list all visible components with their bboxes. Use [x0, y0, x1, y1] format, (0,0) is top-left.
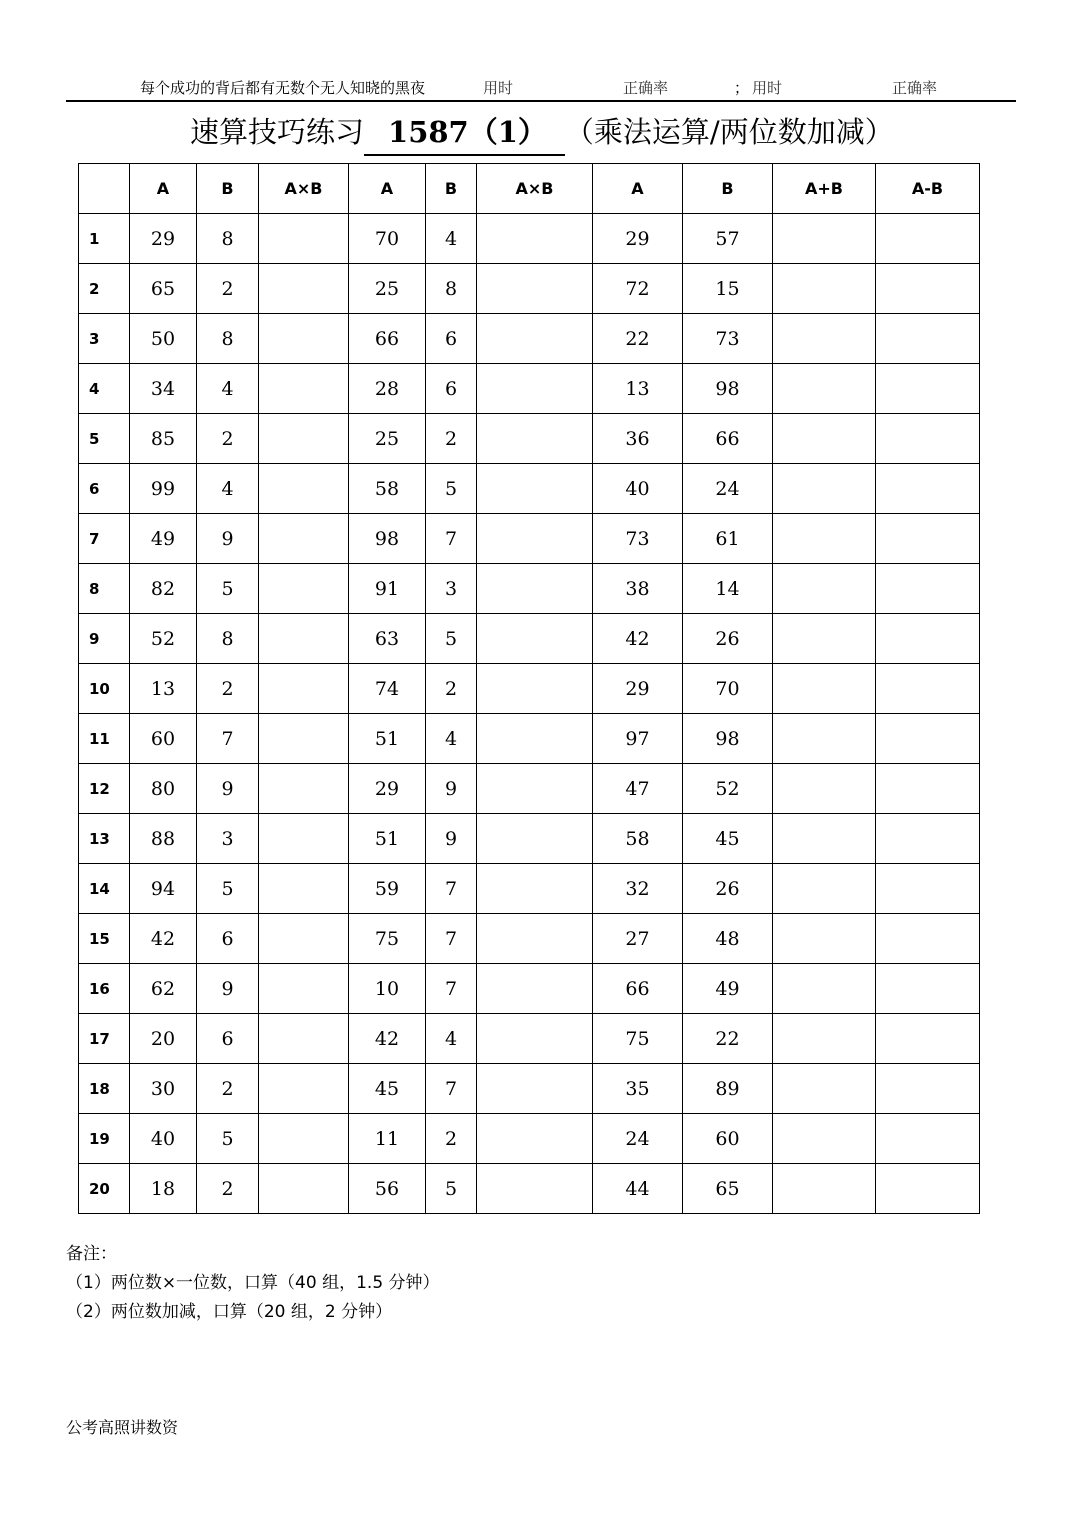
- operand-cell: 26: [683, 864, 773, 914]
- operand-cell: 18: [130, 1164, 197, 1214]
- operand-cell: 82: [130, 564, 197, 614]
- answer-cell[interactable]: [477, 1164, 593, 1214]
- operand-cell: 29: [349, 764, 426, 814]
- table-row: [79, 314, 980, 364]
- operand-cell: 72: [593, 264, 683, 314]
- row-number: 20: [79, 1164, 130, 1214]
- operand-cell: 73: [683, 314, 773, 364]
- operand-cell: 60: [683, 1114, 773, 1164]
- answer-cell[interactable]: [477, 1064, 593, 1114]
- answer-cell[interactable]: [876, 1164, 980, 1214]
- operand-cell: 9: [197, 964, 259, 1014]
- answer-cell[interactable]: [773, 764, 876, 814]
- accuracy-blank-1[interactable]: [668, 81, 726, 102]
- operand-cell: 22: [683, 1014, 773, 1064]
- accuracy-field-2: [892, 74, 985, 102]
- answer-cell[interactable]: [477, 364, 593, 414]
- answer-cell[interactable]: [773, 614, 876, 664]
- answer-cell[interactable]: [876, 714, 980, 764]
- time-blank-2[interactable]: [782, 81, 864, 102]
- operand-cell: 2: [197, 1064, 259, 1114]
- header-cell: A: [130, 164, 197, 214]
- operand-cell: 25: [349, 414, 426, 464]
- title-suffix: （乘法运算/两位数加减）: [564, 115, 894, 149]
- operand-cell: 74: [349, 664, 426, 714]
- operand-cell: 6: [426, 314, 477, 364]
- operand-cell: 70: [683, 664, 773, 714]
- header-line: [66, 74, 1016, 102]
- answer-cell[interactable]: [259, 1014, 349, 1064]
- operand-cell: 85: [130, 414, 197, 464]
- answer-cell[interactable]: [876, 314, 980, 364]
- note-line-1: （1）两位数×一位数，口算（40 组，1.5 分钟）: [66, 1273, 440, 1293]
- answer-cell[interactable]: [477, 1014, 593, 1064]
- table-row: [79, 364, 980, 414]
- operand-cell: 60: [130, 714, 197, 764]
- operand-cell: 45: [349, 1064, 426, 1114]
- operand-cell: 7: [426, 964, 477, 1014]
- table-body: [79, 214, 980, 1214]
- operand-cell: 29: [130, 214, 197, 264]
- row-number: 9: [79, 614, 130, 664]
- operand-cell: 40: [593, 464, 683, 514]
- answer-cell[interactable]: [773, 914, 876, 964]
- operand-cell: 5: [426, 1164, 477, 1214]
- answer-cell[interactable]: [259, 714, 349, 764]
- answer-cell[interactable]: [876, 814, 980, 864]
- answer-cell[interactable]: [259, 564, 349, 614]
- operand-cell: 58: [349, 464, 426, 514]
- operand-cell: 2: [426, 1114, 477, 1164]
- operand-cell: 40: [130, 1114, 197, 1164]
- operand-cell: 66: [349, 314, 426, 364]
- answer-cell[interactable]: [773, 714, 876, 764]
- operand-cell: 91: [349, 564, 426, 614]
- answer-cell[interactable]: [259, 214, 349, 264]
- page-title: [190, 110, 894, 154]
- operand-cell: 35: [593, 1064, 683, 1114]
- answer-cell[interactable]: [773, 564, 876, 614]
- answer-cell[interactable]: [876, 764, 980, 814]
- operand-cell: 28: [349, 364, 426, 414]
- answer-cell[interactable]: [876, 914, 980, 964]
- answer-cell[interactable]: [259, 1064, 349, 1114]
- table-row: [79, 914, 980, 964]
- operand-cell: 42: [593, 614, 683, 664]
- answer-cell[interactable]: [876, 264, 980, 314]
- operand-cell: 7: [426, 864, 477, 914]
- operand-cell: 98: [683, 364, 773, 414]
- notes: [66, 1240, 440, 1327]
- operand-cell: 15: [683, 264, 773, 314]
- operand-cell: 29: [593, 664, 683, 714]
- table-row: [79, 714, 980, 764]
- table-row: [79, 214, 980, 264]
- operand-cell: 2: [426, 414, 477, 464]
- header-cell: A-B: [876, 164, 980, 214]
- answer-cell[interactable]: [259, 264, 349, 314]
- operand-cell: 59: [349, 864, 426, 914]
- operand-cell: 20: [130, 1014, 197, 1064]
- operand-cell: 63: [349, 614, 426, 664]
- operand-cell: 9: [197, 514, 259, 564]
- header-cell: B: [426, 164, 477, 214]
- operand-cell: 45: [683, 814, 773, 864]
- header-cell: A: [349, 164, 426, 214]
- operand-cell: 30: [130, 1064, 197, 1114]
- answer-cell[interactable]: [259, 1114, 349, 1164]
- table-row: [79, 614, 980, 664]
- operand-cell: 22: [593, 314, 683, 364]
- operand-cell: 58: [593, 814, 683, 864]
- row-number: 15: [79, 914, 130, 964]
- row-number: 8: [79, 564, 130, 614]
- row-number: 2: [79, 264, 130, 314]
- title-set-number: 1587（1）: [364, 110, 565, 156]
- operand-cell: 29: [593, 214, 683, 264]
- operand-cell: 75: [349, 914, 426, 964]
- operand-cell: 9: [197, 764, 259, 814]
- operand-cell: 48: [683, 914, 773, 964]
- answer-cell[interactable]: [773, 1114, 876, 1164]
- row-number: 5: [79, 414, 130, 464]
- operand-cell: 13: [593, 364, 683, 414]
- answer-cell[interactable]: [477, 864, 593, 914]
- table-header-row: [79, 164, 980, 214]
- operand-cell: 3: [426, 564, 477, 614]
- answer-cell[interactable]: [477, 814, 593, 864]
- row-number: 14: [79, 864, 130, 914]
- operand-cell: 65: [683, 1164, 773, 1214]
- operand-cell: 98: [683, 714, 773, 764]
- separator: ；: [734, 79, 750, 97]
- row-number: 13: [79, 814, 130, 864]
- answer-cell[interactable]: [477, 714, 593, 764]
- operand-cell: 50: [130, 314, 197, 364]
- answer-cell[interactable]: [259, 814, 349, 864]
- answer-cell[interactable]: [259, 464, 349, 514]
- answer-cell[interactable]: [477, 1114, 593, 1164]
- answer-cell[interactable]: [477, 964, 593, 1014]
- table-row: [79, 464, 980, 514]
- operand-cell: 8: [197, 214, 259, 264]
- time-blank-1[interactable]: [513, 81, 595, 102]
- answer-cell[interactable]: [259, 1164, 349, 1214]
- operand-cell: 97: [593, 714, 683, 764]
- operand-cell: 4: [426, 214, 477, 264]
- operand-cell: 47: [593, 764, 683, 814]
- operand-cell: 98: [349, 514, 426, 564]
- answer-cell[interactable]: [477, 914, 593, 964]
- accuracy-label-1: 正确率: [623, 79, 669, 97]
- answer-cell[interactable]: [876, 364, 980, 414]
- operand-cell: 52: [683, 764, 773, 814]
- operand-cell: 5: [197, 1114, 259, 1164]
- answer-cell[interactable]: [477, 614, 593, 664]
- operand-cell: 5: [197, 864, 259, 914]
- operand-cell: 9: [426, 814, 477, 864]
- operand-cell: 11: [349, 1114, 426, 1164]
- operand-cell: 7: [426, 1064, 477, 1114]
- answer-cell[interactable]: [773, 464, 876, 514]
- operand-cell: 5: [426, 614, 477, 664]
- answer-cell[interactable]: [477, 764, 593, 814]
- operand-cell: 5: [197, 564, 259, 614]
- answer-cell[interactable]: [259, 414, 349, 464]
- table-row: [79, 264, 980, 314]
- row-number: 1: [79, 214, 130, 264]
- operand-cell: 36: [593, 414, 683, 464]
- row-number: 3: [79, 314, 130, 364]
- motto-text: 每个成功的背后都有无数个无人知晓的黑夜: [140, 79, 426, 97]
- footer-text: 公考高照讲数资: [66, 1418, 179, 1437]
- table-row: [79, 414, 980, 464]
- answer-cell[interactable]: [773, 214, 876, 264]
- operand-cell: 7: [426, 914, 477, 964]
- table-row: [79, 764, 980, 814]
- table-row: [79, 814, 980, 864]
- answer-cell[interactable]: [773, 514, 876, 564]
- operand-cell: 8: [197, 614, 259, 664]
- operand-cell: 2: [197, 414, 259, 464]
- time-field-1: [483, 74, 595, 102]
- operand-cell: 51: [349, 814, 426, 864]
- accuracy-field-1: [623, 74, 726, 102]
- answer-cell[interactable]: [876, 414, 980, 464]
- answer-cell[interactable]: [876, 464, 980, 514]
- table-row: [79, 964, 980, 1014]
- operand-cell: 8: [197, 314, 259, 364]
- operand-cell: 25: [349, 264, 426, 314]
- answer-cell[interactable]: [876, 564, 980, 614]
- answer-cell[interactable]: [477, 464, 593, 514]
- operand-cell: 42: [349, 1014, 426, 1064]
- operand-cell: 62: [130, 964, 197, 1014]
- operand-cell: 13: [130, 664, 197, 714]
- notes-heading: 备注：: [66, 1244, 117, 1264]
- row-number: 6: [79, 464, 130, 514]
- operand-cell: 4: [197, 364, 259, 414]
- answer-cell[interactable]: [259, 364, 349, 414]
- operand-cell: 27: [593, 914, 683, 964]
- table-row: [79, 1014, 980, 1064]
- operand-cell: 52: [130, 614, 197, 664]
- answer-cell[interactable]: [477, 664, 593, 714]
- header-cell-index: [79, 164, 130, 214]
- operand-cell: 57: [683, 214, 773, 264]
- answer-cell[interactable]: [477, 314, 593, 364]
- table-row: [79, 1064, 980, 1114]
- answer-cell[interactable]: [773, 664, 876, 714]
- operand-cell: 2: [426, 664, 477, 714]
- answer-cell[interactable]: [773, 1014, 876, 1064]
- answer-cell[interactable]: [876, 664, 980, 714]
- operand-cell: 32: [593, 864, 683, 914]
- operand-cell: 49: [683, 964, 773, 1014]
- operand-cell: 73: [593, 514, 683, 564]
- operand-cell: 4: [197, 464, 259, 514]
- table-row: [79, 514, 980, 564]
- operand-cell: 94: [130, 864, 197, 914]
- answer-cell[interactable]: [876, 964, 980, 1014]
- answer-cell[interactable]: [259, 514, 349, 564]
- header-cell: A+B: [773, 164, 876, 214]
- row-number: 10: [79, 664, 130, 714]
- answer-cell[interactable]: [259, 864, 349, 914]
- row-number: 11: [79, 714, 130, 764]
- row-number: 12: [79, 764, 130, 814]
- operand-cell: 88: [130, 814, 197, 864]
- answer-cell[interactable]: [773, 1164, 876, 1214]
- answer-cell[interactable]: [876, 614, 980, 664]
- answer-cell[interactable]: [259, 914, 349, 964]
- answer-cell[interactable]: [477, 514, 593, 564]
- time-field-2: [752, 74, 864, 102]
- answer-cell[interactable]: [773, 414, 876, 464]
- operand-cell: 38: [593, 564, 683, 614]
- operand-cell: 61: [683, 514, 773, 564]
- row-number: 17: [79, 1014, 130, 1064]
- row-number: 19: [79, 1114, 130, 1164]
- operand-cell: 2: [197, 1164, 259, 1214]
- answer-cell[interactable]: [477, 264, 593, 314]
- operand-cell: 99: [130, 464, 197, 514]
- operand-cell: 6: [197, 914, 259, 964]
- exercise-table: [78, 163, 980, 1214]
- answer-cell[interactable]: [876, 1014, 980, 1064]
- header-cell: A×B: [477, 164, 593, 214]
- header-cell: A: [593, 164, 683, 214]
- table-row: [79, 664, 980, 714]
- operand-cell: 4: [426, 714, 477, 764]
- answer-cell[interactable]: [876, 1114, 980, 1164]
- answer-cell[interactable]: [773, 1064, 876, 1114]
- answer-cell[interactable]: [477, 214, 593, 264]
- header-cell: B: [683, 164, 773, 214]
- table-row: [79, 1164, 980, 1214]
- answer-cell[interactable]: [876, 214, 980, 264]
- operand-cell: 24: [593, 1114, 683, 1164]
- operand-cell: 89: [683, 1064, 773, 1114]
- operand-cell: 14: [683, 564, 773, 614]
- operand-cell: 6: [197, 1014, 259, 1064]
- operand-cell: 65: [130, 264, 197, 314]
- operand-cell: 49: [130, 514, 197, 564]
- table-row: [79, 1114, 980, 1164]
- operand-cell: 70: [349, 214, 426, 264]
- answer-cell[interactable]: [259, 764, 349, 814]
- answer-cell[interactable]: [773, 364, 876, 414]
- answer-cell[interactable]: [259, 664, 349, 714]
- row-number: 18: [79, 1064, 130, 1114]
- operand-cell: 34: [130, 364, 197, 414]
- answer-cell[interactable]: [477, 564, 593, 614]
- operand-cell: 6: [426, 364, 477, 414]
- time-label-2: 用时: [752, 79, 783, 97]
- header-cell: B: [197, 164, 259, 214]
- header-cell: A×B: [259, 164, 349, 214]
- operand-cell: 8: [426, 264, 477, 314]
- answer-cell[interactable]: [876, 864, 980, 914]
- table-row: [79, 864, 980, 914]
- answer-cell[interactable]: [259, 314, 349, 364]
- answer-cell[interactable]: [773, 314, 876, 364]
- operand-cell: 9: [426, 764, 477, 814]
- header-rule: [66, 100, 1016, 102]
- operand-cell: 26: [683, 614, 773, 664]
- note-line-2: （2）两位数加减，口算（20 组，2 分钟）: [66, 1302, 393, 1322]
- operand-cell: 75: [593, 1014, 683, 1064]
- accuracy-blank-2[interactable]: [937, 81, 985, 102]
- answer-cell[interactable]: [773, 814, 876, 864]
- operand-cell: 7: [197, 714, 259, 764]
- operand-cell: 66: [593, 964, 683, 1014]
- answer-cell[interactable]: [773, 864, 876, 914]
- answer-cell[interactable]: [259, 614, 349, 664]
- answer-cell[interactable]: [773, 264, 876, 314]
- operand-cell: 80: [130, 764, 197, 814]
- answer-cell[interactable]: [876, 1064, 980, 1114]
- row-number: 16: [79, 964, 130, 1014]
- operand-cell: 4: [426, 1014, 477, 1064]
- answer-cell[interactable]: [876, 514, 980, 564]
- operand-cell: 42: [130, 914, 197, 964]
- operand-cell: 44: [593, 1164, 683, 1214]
- answer-cell[interactable]: [259, 964, 349, 1014]
- operand-cell: 5: [426, 464, 477, 514]
- operand-cell: 2: [197, 664, 259, 714]
- operand-cell: 24: [683, 464, 773, 514]
- row-number: 7: [79, 514, 130, 564]
- title-prefix: 速算技巧练习: [190, 115, 365, 149]
- answer-cell[interactable]: [773, 964, 876, 1014]
- operand-cell: 7: [426, 514, 477, 564]
- time-label-1: 用时: [483, 79, 514, 97]
- operand-cell: 66: [683, 414, 773, 464]
- operand-cell: 51: [349, 714, 426, 764]
- table-row: [79, 564, 980, 614]
- row-number: 4: [79, 364, 130, 414]
- answer-cell[interactable]: [477, 414, 593, 464]
- operand-cell: 10: [349, 964, 426, 1014]
- accuracy-label-2: 正确率: [892, 79, 938, 97]
- operand-cell: 56: [349, 1164, 426, 1214]
- operand-cell: 3: [197, 814, 259, 864]
- operand-cell: 2: [197, 264, 259, 314]
